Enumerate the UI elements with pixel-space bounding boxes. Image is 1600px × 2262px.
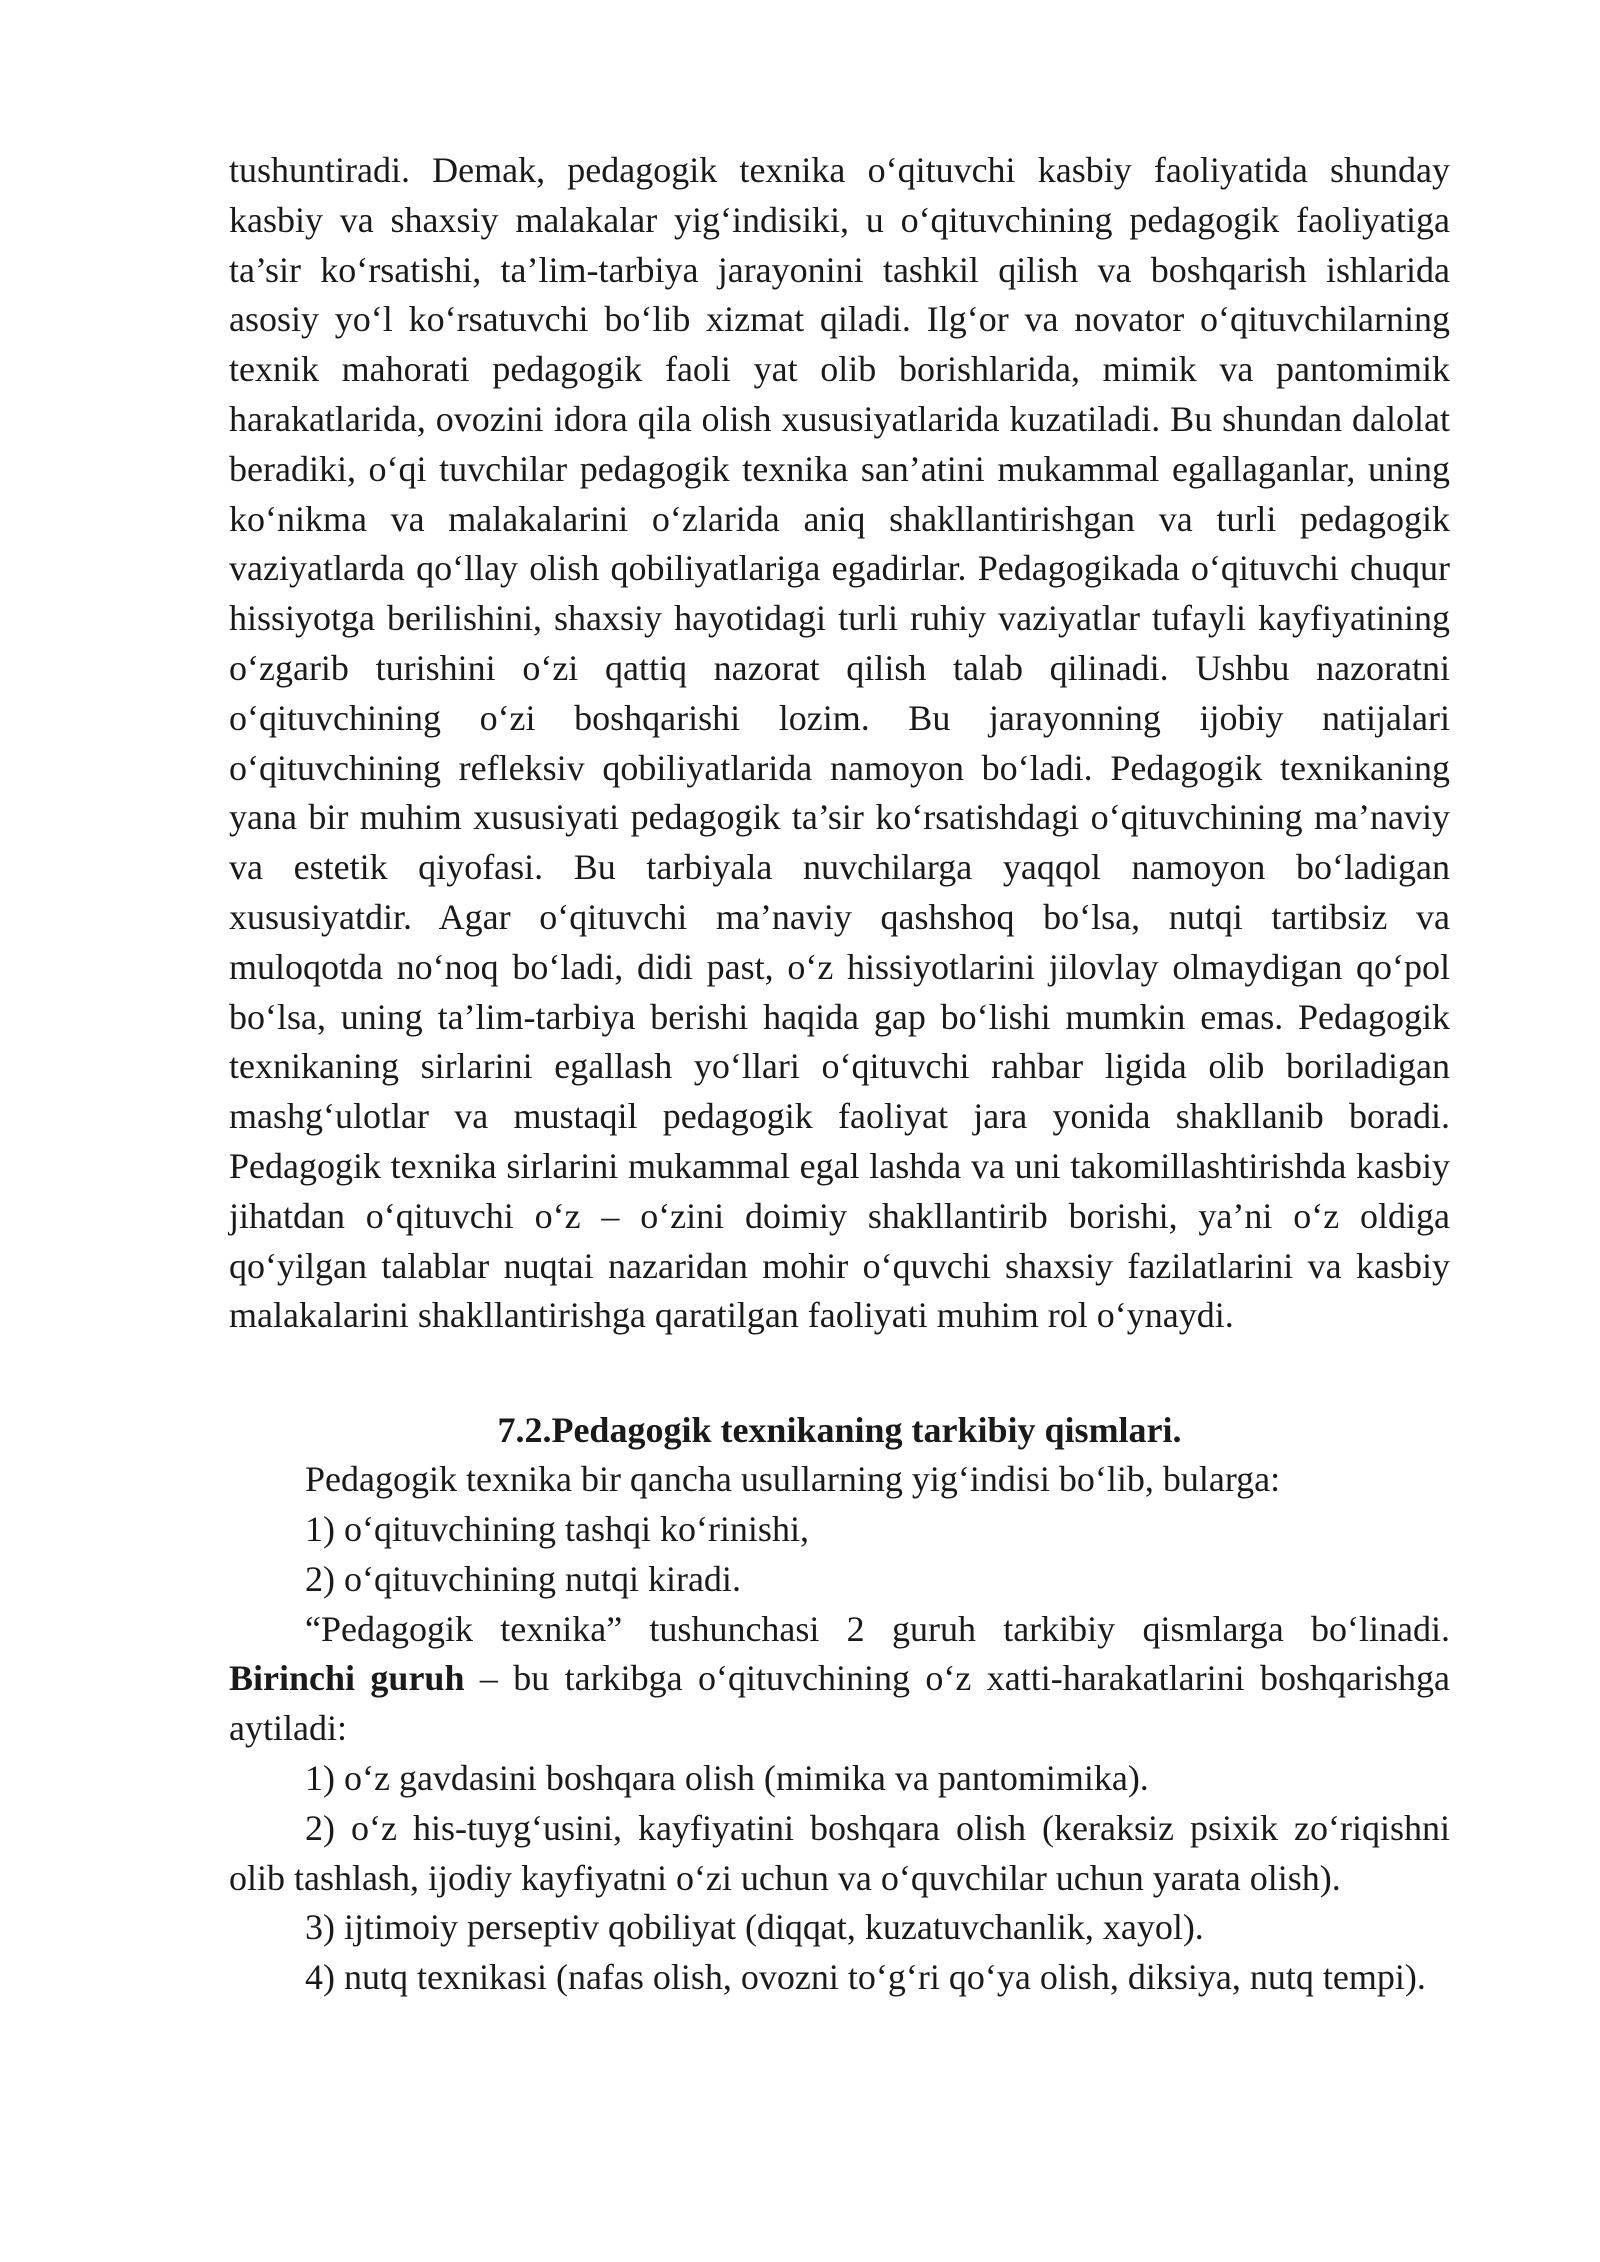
list-item: 3) ijtimoiy perseptiv qobiliyat (diqqat, kuzatuvchanlik, xayol). bbox=[305, 1907, 1204, 1948]
section-heading: 7.2.Pedagogik texnikaning tarkibiy qismlari. bbox=[497, 1410, 1182, 1451]
groups-sentence: “Pedagogik texnika” tushunchasi 2 guruh tarkibiy qismlarga bo‘linadi. bbox=[305, 1608, 1450, 1649]
list-item: 1) o‘qituvchining tashqi ko‘rinishi, bbox=[305, 1508, 809, 1549]
list-item: 1) o‘z gavdasini boshqara olish (mimika va pantomimika). bbox=[305, 1757, 1149, 1798]
groups-paragraph bbox=[229, 1605, 1450, 1754]
first-group-text: – bu tarkibga o‘qituvchining o‘z xatti-harakatlarini boshqarishga aytiladi: bbox=[229, 1658, 1450, 1749]
document-page bbox=[229, 146, 1450, 2003]
list-item: 2) o‘qituvchining nutqi kiradi. bbox=[305, 1558, 741, 1599]
intro-paragraph: Pedagogik texnika bir qancha usullarning yig‘indisi bo‘lib, bularga: bbox=[305, 1459, 1281, 1500]
body-paragraph: tushuntiradi. Demak, pedagogik texnika o‘qituvchi kasbiy faoliyatida shunday kasbiy va shaxsiy malakalar yig‘indisiki, u o‘qituvchining pedagogik faoliyatiga ta’sir ko‘rsatishi, ta’lim-tarbiya jarayonini tashkil qilish va boshqarish ishlarida asosiy yo‘l ko‘rsatuvchi bo‘lib xizmat qiladi. Ilg‘or va novator o‘qituvchilarning texnik mahorati pedagogik faoli yat olib borishlarida, mimik va pantomimik harakatlarida, ovozini idora qila olish xususiyatlarida kuzatiladi. Bu shundan dalolat beradiki, o‘qi tuvchilar pedagogik texnika san’atini mukammal egallaganlar, uning ko‘nikma va malakalarini o‘zlarida aniq shakllantirishgan va turli pedagogik vaziyatlarda qo‘llay olish qobiliyatlariga egadirlar. Pedagogikada o‘qituvchi chuqur hissiyotga berilishini, shaxsiy hayotidagi turli ruhiy vaziyatlar tufayli kayfiyatining o‘zgarib turishini o‘zi qattiq nazorat qilish talab qilinadi. Ushbu nazoratni o‘qituvchining o‘zi boshqarishi lozim. Bu jarayonning ijobiy natijalari o‘qituvchining refleksiv qobiliyatlarida namoyon bo‘ladi. Pedagogik texnikaning yana bir muhim xususiyati pedagogik ta’sir ko‘rsatishdagi o‘qituvchining ma’naviy va estetik qiyofasi. Bu tarbiyala nuvchilarga yaqqol namoyon bo‘ladigan xususiyatdir. Agar o‘qituvchi ma’naviy qashshoq bo‘lsa, nutqi tartibsiz va muloqotda no‘noq bo‘ladi, didi past, o‘z hissiyotlarini jilovlay olmaydigan qo‘pol bo‘lsa, uning ta’lim-tarbiya berishi haqida gap bo‘lishi mumkin emas. Pedagogik texnikaning sirlarini egallash yo‘llari o‘qituvchi rahbar ligida olib boriladigan mashg‘ulotlar va mustaqil pedagogik faoliyat jara yonida shakllanib boradi. Pedagogik texnika sirlarini mukammal egal lashda va uni takomillashtirishda kasbiy jihatdan o‘qituvchi o‘z – o‘zini doimiy shakllantirib borishi, ya’ni o‘z oldiga qo‘yilgan talablar nuqtai nazaridan mohir o‘quvchi shaxsiy fazilatlarini va kasbiy malakalarini shakllantirishga qaratilgan faoliyati muhim rol o‘ynaydi. bbox=[229, 150, 1450, 1336]
list-item: 4) nutq texnikasi (nafas olish, ovozni to‘g‘ri qo‘ya olish, diksiya, nutq tempi). bbox=[305, 1957, 1426, 1998]
first-group-label: Birinchi guruh bbox=[229, 1658, 465, 1699]
list-item: 2) o‘z his-tuyg‘usini, kayfiyatini boshqara olish (keraksiz psixik zo‘riqishni olib tashlash, ijodiy kayfiyatni o‘zi uchun va o‘quvchilar uchun yarata olish). bbox=[229, 1807, 1450, 1898]
